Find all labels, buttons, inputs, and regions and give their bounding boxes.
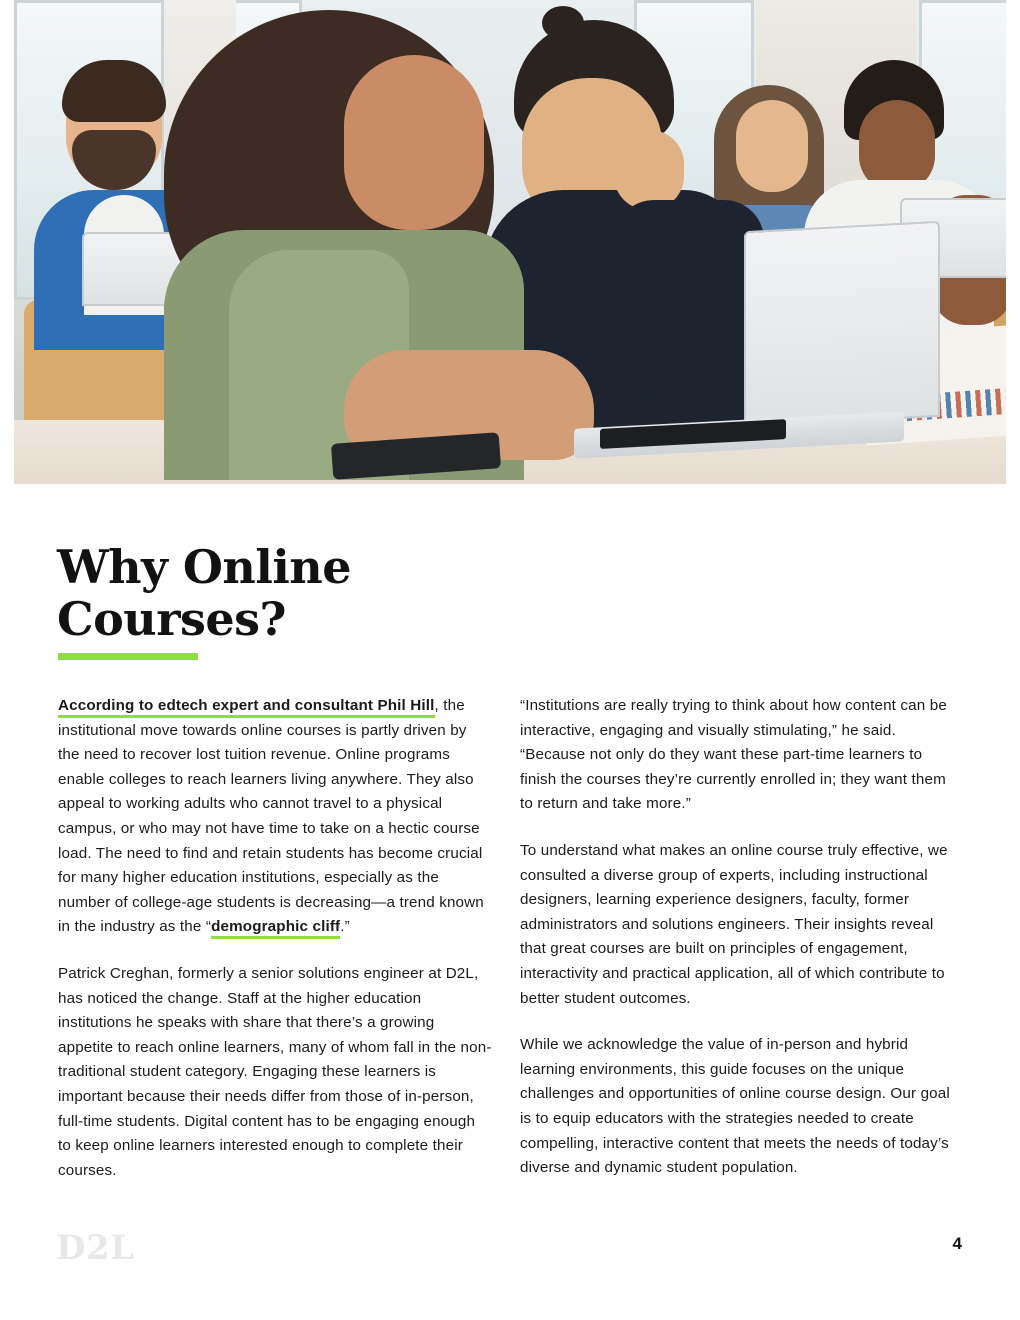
person-head xyxy=(859,100,935,192)
paragraph-guide-scope: While we acknowledge the value of in-person and hybrid learning environments, this guide focuses on the unique challenges and opportunities of online course design. Our goal is to equip educators with the strategies needed to create compelling, interactive content that meets the needs of today’s diverse and dynamic student population. xyxy=(520,1036,950,1177)
body-column-right xyxy=(520,694,954,1203)
paragraph-quote: “Institutions are really trying to think about how content can be interactive, engaging and visually stimulating,” he said. “Because not only do they want these part-time learners to finish the courses they’re currently enrolled in; they want them to return and take more.” xyxy=(520,697,947,813)
paragraph-experts: To understand what makes an online course truly effective, we consulted a diverse group of experts, including instructional designers, learning experience designers, faculty, former administrators and solutions engineers. Their insights reveal that great courses are built on principles of engagement, interactivity and practical application, all of which contribute to better student outcomes. xyxy=(520,841,948,1007)
laptop-screen xyxy=(744,221,940,427)
page-title xyxy=(57,541,657,645)
accent-rule xyxy=(58,653,198,660)
paragraph-intro xyxy=(58,694,492,940)
page-number: 4 xyxy=(952,1234,962,1253)
hero-image xyxy=(14,0,1006,484)
person-hand xyxy=(614,130,684,210)
demographic-cliff-link[interactable]: demographic cliff xyxy=(211,918,340,939)
paragraph-intro-rest: , the institutional move towards online courses is partly driven by the need to recover lost tuition revenue. Online programs enable colleges to reach learners living anywhere. They also appeal to working adults who cannot travel to a physical campus, or who may not have time to take on a hectic course load. The need to find and retain students has become crucial for many higher education institutions, especially as the number of college-age students is decreasing—a trend known in the industry as the “ xyxy=(58,697,484,936)
person-arm xyxy=(614,200,764,400)
d2l-logo: D2L xyxy=(56,1228,135,1268)
lead-in-highlight: According to edtech expert and consultant Phil Hill xyxy=(58,697,435,718)
page-title-line-1: Why Online xyxy=(57,539,352,594)
page-title-line-2: Courses? xyxy=(57,591,286,646)
classroom-scene xyxy=(14,0,1006,484)
person-head xyxy=(344,55,484,230)
person-head xyxy=(736,100,808,192)
paragraph-creghan: Patrick Creghan, formerly a senior solutions engineer at D2L, has noticed the change. Staff at the higher education institutions he speaks with share that there’s a growing appetite to reach online learners, many of whom fall in the non-traditional student category. Engaging these learners is important because their needs differ from those of in-person, full-time students. Digital content has to be engaging enough to keep online learners interested enough to complete their courses. xyxy=(58,964,492,1179)
body-column-left xyxy=(58,694,492,1205)
paragraph-intro-tail: .” xyxy=(340,918,350,936)
